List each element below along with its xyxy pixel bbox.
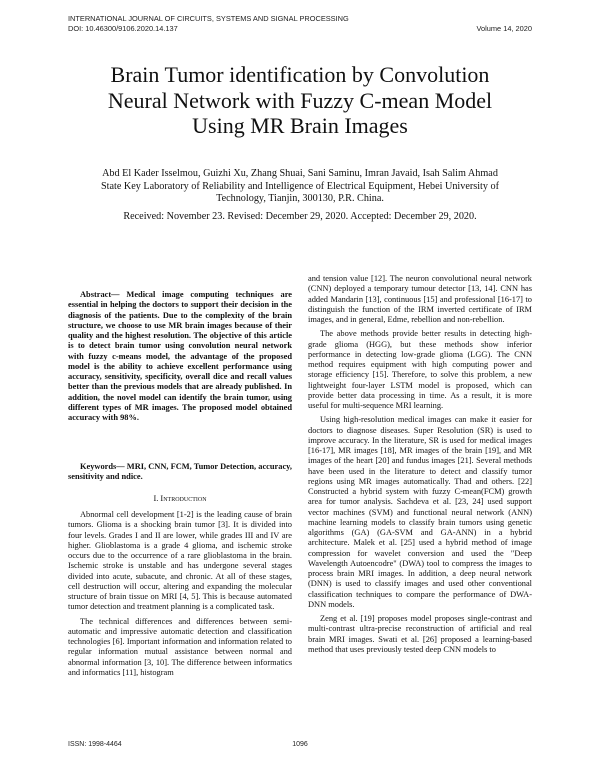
received-dates: Received: November 23. Revised: December 29, 2020. Accepted: December 29, 2020. [123,211,477,222]
introduction-left [68,510,292,678]
paragraph: The technical differences and differences between semi-automatic and impressive automatic detection and classification technologies [6]. Important information and information related to regular information mutual assistance between normal and abnormal information [3, 10]. The difference between informatics and informatics [11], histogram [68,616,292,677]
running-header [68,14,532,33]
issn: ISSN: 1998-4464 [68,741,122,748]
doi[interactable]: DOI: 10.46300/9106.2020.14.137 [68,23,178,33]
journal-name: INTERNATIONAL JOURNAL OF CIRCUITS, SYSTEMS AND SIGNAL PROCESSING [68,14,349,23]
paragraph: Zeng et al. [19] proposes model proposes single-contrast and multi-contrast ultra-precise reconstruction of artificial and real brain MRI images. Swati et al. [26] proposed a learning-based method that uses previously tested deep CNN models to [308,614,532,654]
keywords-text: MRI, CNN, FCM, Tumor Detection, accuracy, sensitivity and ndice. [68,462,292,482]
author-block [60,168,540,206]
title-line: Using MR Brain Images [192,113,408,138]
page-number: 1096 [292,741,308,748]
title-line: Brain Tumor identification by Convolution [110,62,490,87]
paragraph: and tension value [12]. The neuron convolutional neural network (CNN) deployed a temporary tumour detector [13, 14]. CNN has added Mandarin [13], continuous [15] and professional [16-17] to distinguish the function of the IRM inverted certificate of IRM images, and in general, Edme, rebellion and non-rebellion. [308,274,532,324]
abstract-text: Abstract— Medical image computing techniques are essential in helping the doctors to support their decision in the diagnosis of the patients. Due to the complexity of the brain structure, we choose to use MR brain images because of their quality and the highest resolution. The objective of this article is to detect brain tumor using convolution neural network with fuzzy c-means model, the advantage of the proposed model is the ability to achieve excellent performance using accuracy, sensitivity, specificity, overall dice and recall values better than the previous models that are already published. In addition, the novel model can identify the brain tumor, using different types of MR images. The proposed model obtained accuracy with 98%. [68,290,292,422]
keywords-label: Keywords— [80,462,125,471]
paper-title [60,62,540,139]
introduction-right [308,274,532,655]
title-line: Neural Network with Fuzzy C-mean Model [107,87,493,113]
abstract [68,290,292,423]
affiliation-line: State Key Laboratory of Reliability and Intelligence of Electrical Equipment, Hebei University of [100,180,500,192]
keywords [68,462,292,483]
paragraph: Abnormal cell development [1-2] is the leading cause of brain tumors. Glioma is a shocking brain tumor [3]. It is divided into four levels. Grades I and II are lower, while grades III and IV are higher. Glioblastoma is a grade 4 glioma, and ischemic stroke occurs due to the occurrence of a rare glioblastoma in the brain. Ischemic stroke is unstable and has undergone several stages divided into acute, subacute, and chronic. At all of these stages, cell destruction will occur, altering and expanding the molecular structure of brain tissue on MRI [4, 5]. This is because automated tumor detection and treatment planning is a complicated task. [68,510,292,612]
paragraph: Using high-resolution medical images can make it easier for doctors to diagnose diseases. Super Resolution (SR) is used to improve accuracy. In the literature, SR is used for medical images [16-17], MR images [18], MR images of the brain [19], and MR images of the heart [20] and fundus images [21]. Several methods have been used in the literature to detect and classify tumor regions using MR images automatically. Thad and others. [22] Constructed a hybrid system with fuzzy C-mean(FCM) growth area for tumor analysis. Sachdeva et al. [23, 24] used support vector machines (SVM) and functional neural network (ANN) machine learning models to classify brain tumors using genetic algorithms (GA) (GA-SVM and GA-ANN) in a hybrid architecture. Malek et al. [25] used a hybrid method of image compression for wavelet conversion and used the "Deep Wavelength Autoencodre" (DWA) tool to compress the images to process brain MRI images. In addition, a deep neural network (DNN) is used to classify images and used other conventional classification techniques to compare the performance of DWA-DNN models. [308,415,532,609]
author-names: Abd El Kader Isselmou, Guizhi Xu, Zhang Shuai, Sani Saminu, Imran Javaid, Isah Salim Ahmad [102,168,498,179]
paragraph: The above methods provide better results in detecting high-grade glioma (HGG), but these methods show inferior performance in detecting low-grade glioma (LGG). The CNN method requires equipment with high computing power and storage efficiency [15]. Therefore, to solve this problem, a new lightweight four-layer LSTM model is proposed, which can provide better data processing in time. As a result, it is more useful for multi-sequence MRI learning. [308,329,532,410]
volume: Volume 14, 2020 [476,23,532,33]
section-heading: I. Introduction [153,494,207,503]
affiliation-line: Technology, Tianjin, 300130, P.R. China. [216,193,384,205]
